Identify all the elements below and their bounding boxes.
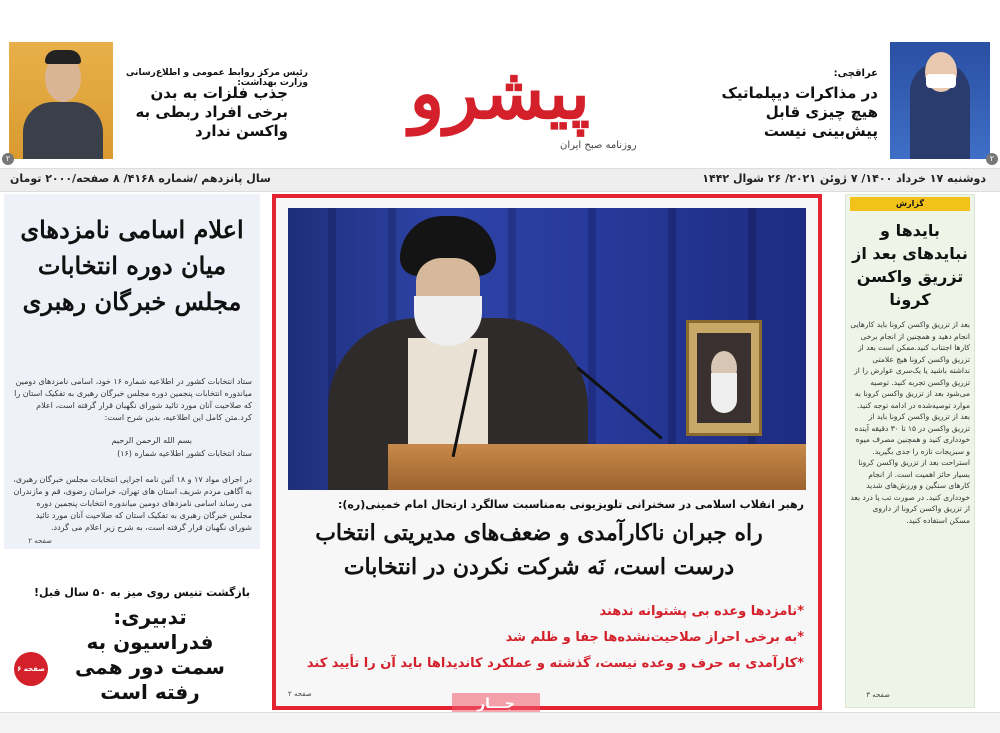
lead-headline-2[interactable]: درست است، نَه شرکت نکردن در انتخابات	[343, 554, 735, 580]
right-headline[interactable]: بایدها و نبایدهای بعد از تزریق واکسن کرونا	[852, 221, 968, 309]
logo-text: پیشرو	[409, 50, 590, 135]
lead-page: صفحه ۲	[288, 690, 312, 698]
sport-page-badge[interactable]: صفحه ۶	[14, 652, 48, 686]
bottom-strip	[0, 712, 1000, 733]
date-bar	[0, 168, 1000, 192]
right-column	[845, 194, 975, 708]
right-page: صفحه ۳	[866, 691, 890, 699]
report-label: گزارش	[850, 197, 970, 211]
right-body: بعد از تزریق واکسن کرونا باید کارهایی انجام دهید و همچنین از انجام برخی کارها اجتناب کنید.ممکن است بعد از تزریق واکسن کرونا هیچ علامتی نداشته باشید یا یک‌سری عوارض را از تزریق واکسن تجربه کنید. توصیه می‌شود بعد از تزریق واکسن کرونا به موارد توصیه‌شده در ادامه توجه کنید. بعد از تزریق واکسن کرونا باید از تزریق واکسن در ۱۵ تا ۳۰ دقیقه آینده خودداری کنید و همچنین مصرف میوه و سبزیجات تازه را جدی بگیرید. استراحت بعد از تزریق واکسن کرونا بسیار حائز اهمیت است. از انجام کارهای سنگین و ورزش‌های شدید خودداری کنید. در صورت تب یا درد بعد از تزریق واکسن کرونا از داروی مسکن استفاده کنید.	[850, 320, 970, 525]
left-story-body-2: بسم الله الرحمن الرحیم	[111, 436, 192, 445]
lead-bullet-2: *به برخی احراز صلاحیت‌نشده‌ها جفا و ظلم شد	[505, 630, 804, 645]
aragchi-photo	[890, 42, 990, 159]
left-column	[4, 194, 260, 549]
photo-hair	[45, 50, 81, 64]
portrait-frame	[686, 320, 762, 436]
top-left-headline[interactable]: جذب فلزات به بدن برخی افراد ربطی به واکسن ندارد	[135, 84, 288, 140]
logo-subtitle: روزنامه صبح ایران	[560, 140, 637, 151]
lead-bullet-1: *نامزدها وعده بی پشتوانه ندهند	[599, 604, 804, 619]
issue-line: سال پانزدهم /شماره ۴۱۶۸/ ۸ صفحه/۲۰۰۰ تومان	[10, 172, 271, 185]
left-story-body-3: ستاد انتخابات کشور اطلاعیه شماره (۱۶)	[117, 449, 252, 458]
page-badge-top-left: ۲	[2, 153, 14, 165]
sport-kicker: بازگشت تنیس روی میز به ۵۰ سال قبل!	[34, 586, 250, 599]
lead-headline-1[interactable]: راه جبران ناکارآمدی و ضعف‌های مدیریتی انتخاب	[315, 520, 763, 546]
photo-figure	[23, 102, 103, 159]
photo-mask	[926, 74, 956, 88]
top-right-kicker: عراقچی:	[833, 68, 878, 79]
sport-headline[interactable]: تدبیری: فدراسیون به سمت دور همی رفته است	[75, 605, 225, 704]
portrait-beard	[711, 373, 737, 413]
health-official-photo	[9, 42, 113, 159]
left-story-page: صفحه ۲	[28, 537, 52, 545]
page-badge-top-right: ۲	[986, 153, 998, 165]
lead-photo	[288, 208, 806, 490]
watermark: جـــار	[452, 693, 540, 715]
lead-kicker: رهبر انقلاب اسلامی در سخنرانی تلویزیونی به‌مناسبت سالگرد ارتحال امام خمینی(ره):	[337, 498, 804, 511]
lead-story	[272, 194, 822, 710]
top-left-kicker: رئیس مرکز روابط عمومی و اطلاع‌رسانی وزارت بهداشت:	[125, 68, 308, 88]
top-right-headline[interactable]: در مذاکرات دیپلماتیک هیچ چیزی قابل پیش‌بینی نیست	[721, 84, 878, 140]
left-story-body-1: ستاد انتخابات کشور در اطلاعیه شماره ۱۶ خود، اسامی نامزدهای دومین میاندوره انتخابات پنجمین دوره مجلس خبرگان رهبری به تفکیک استان را که صلاحیت آنان مورد تائید شورای نگهبان قرار گرفته است، اعلام کرد.متن کامل این اطلاعیه، بدین شرح است:	[14, 377, 252, 422]
lectern	[388, 444, 806, 490]
lead-bullet-3: *کارآمدی به حرف و وعده نیست، گذشته و عملکرد کاندیداها باید آن را تأیید کند	[306, 656, 804, 671]
date-line: دوشنبه ۱۷ خرداد ۱۴۰۰/ ۷ ژوئن ۲۰۲۱/ ۲۶ شوال ۱۴۴۲	[702, 172, 986, 185]
left-story-body-4: در اجرای مواد ۱۷ و ۱۸ آئین نامه اجرایی انتخابات مجلس خبرگان رهبری، به آگاهی مردم شریف استان های تهران، خراسان رضوی، قم و مازندران می رساند اسامی نامزدهای دومین میاندوره انتخابات پنجمین دوره مجلس خبرگان رهبری به تفکیک استان که صلاحیت آنان مورد تائید شورای نگهبان قرار گرفته است، به شرح زیر اعلام می گردد.	[13, 475, 252, 532]
left-story-headline[interactable]: اعلام اسامی نامزدهای میان دوره انتخابات مجلس خبرگان رهبری	[20, 215, 244, 316]
